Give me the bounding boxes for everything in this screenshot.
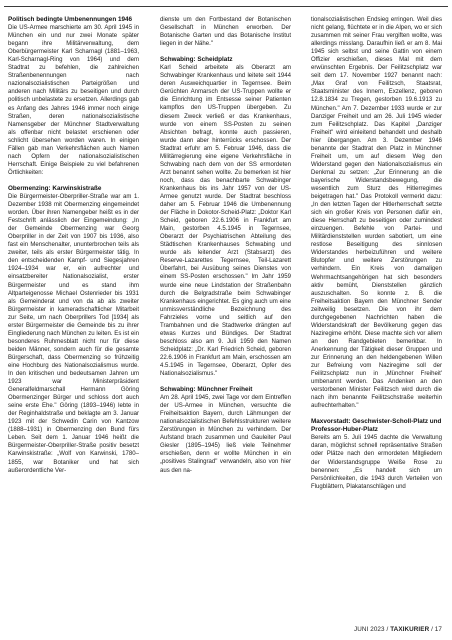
page-footer (354, 626, 442, 633)
body-paragraph: Die US-Armee marschierte am 30. April 1945 in München ein und nur zwei Monate später begann ihre Militärverwaltung, dem Oberbürgermeister Karl Scharnagl (1881–1963, Karl-Scharnagl-Ring von 1964) und dem Stadtrat zu befehlen, die zahlreichen Straßenbenennungen nach nazionalsozialistischen Parteigrößen und anderen nach Militärs zu beseitigen und durch politisch unbelastete zu ersetzen. Allerdings gab es Anfang des Jahres 1946 immer noch einige Straßen, deren nationalsozialistische Namensgeber der Münchner Stadtverwaltung als offenbar nicht belastet erschienen oder schlicht übersehen worden waren. In einigen Fällen gab man Verkehrsflächen auch Namen nach Opfern der nationalsozialistischen Herrschaft. Einige Beispiele zu viel befahrenen Örtlichkeiten: (8, 25, 139, 176)
footer-issue: JUNI 2023 (353, 626, 385, 633)
section-heading: Schwabing: Münchner Freiheit (160, 386, 253, 394)
footer-page-number: 17 (434, 626, 442, 633)
footer-magazine: TAXIKURIER (390, 626, 430, 633)
body-paragraph: Am 28. April 1945, zwei Tage vor dem Eintreffen der US-Armee in München, versuchte die Freiheitsaktion Bayern, durch Lähmungen der nationalsozialistischen Befehlsstrukturen weitere Zerstörungen in München zu verhindern. Der Aufstand brach zusammen und Gauleiter Paul Giesler (1895–1945) ließ viele Teilnehmer erschießen, denn er wollte München in ein „positives Stalingrad" verwandeln, also von hier aus den na- (160, 395, 291, 474)
column-1 (8, 16, 139, 475)
section-spacer (311, 410, 442, 418)
body-paragraph: tionalsozialistischen Endsieg erringen. Weil dies nicht gelang, flüchtete er in die Alpen, wo er sich zusammen mit seiner Frau vergiften wollte, was allerdings misslang. Daraufhin ließ er am 8. Mai 1945 sich selbst und seine Gattin von einem Offizier erschießen, dieses Mal mit dem erwünschten Ergebnis. Der Feilitzschplatz war seit dem 17. November 1927 benannt nach: „Max Graf von Feilitzsch, Staatsrat, Staatsminister des Innern, Exzellenz, geboren 12.8.1834 zu Tregen, gestorben 19.6.1913 zu München." Am 7. Dezember 1933 wurde er zur Danziger Freiheit und am 26. Juli 1945 wieder zum Feilitzschplatz. Das Kapitel „Danziger Freiheit" wird einleitend behandelt und deshalb hier übergangen. Am 3. Dezember 1946 benannte der Stadtrat den Platz in Münchner Freiheit um, um auf diesem Weg den Widerstand gegen den Nationalsozialismus ein Denkmal zu setzen: „Zur Erinnerung an die bayerische Widerstandsbewegung, die wesentlich zum Sturz des Hitlerregimes beigetragen hat." Das Protokoll vermerkt dazu: „In den letzten Tagen der Hitlerherrschaft setzte sich ein großer Kreis von Personen dafür ein, diese Herrschaft zu beseitigen oder zumindest einzuengen. Befehle von Partei- und Militärdienststellen wurden sabotiert, um eine restlose Beseitigung des sinnlosen Widerstandes herbeizuführen und weitere Blutopfer und weitere Zerstörungen zu verhindern. Ein Kreis von damaligen Wehrmachtsangehörigen hat sich besonders aktiv bemüht, Dienststellen gänzlich auszuschalten. So konnte z. B. die Freiheitsaktion Bayern den Münchner Sender zeitweilig besetzen. Die von ihr dem durchgegebenen Nachrichten haben die Widerstandskraft der Bevölkerung gegen das Naziregime erhöht. Diese machte sich vor allem an den Randgebieten bemerkbar. In Anerkennung der Tätigkeit dieser Gruppen und zur Erinnerung an den heldengebenen Willen zur Befreiung vom Naziregime soll der Feilitzschplatz nun in ‚Münchner Freiheit' umbenannt werden. Das Andenken an den verstorbenen Minister Feilitzsch wird durch die nach ihm benannte Feilitzschstraße weiterhin aufrechterhalten." (311, 17, 442, 410)
footer-separator-2: / (429, 626, 435, 633)
section-heading: Obermenzing: Karwinskistraße (8, 184, 102, 192)
section-spacer (160, 48, 291, 56)
body-paragraph: Karl Scheid arbeitete als Oberarzt am Schwabinger Krankenhaus und leitete seit 1944 deren Ausweichquartier in Tegernsee. Beim Gerüchten Anmarsch der US-Truppen wollte er die Einrichtung im Entsesse seiner Patienten kampflos den US-Truppen übergeben. Zu diesem Zweck verließ er das Krankenhaus, wurde von einem SS-Posten zu seinen Absichten befragt, konnte auch passieren, wurde dann aber hinterrücks erschossen. Der Stadtrat erfuhr am 5. Februar 1946, dass die Militärregierung eine eigene Verkehrsfläche in Schwabing nach dem von der SS ermordeten Arzt benannt sehen wollte. Zu bemerken ist hier noch, dass das benachbarte Schwabinger Krankenhaus bis ins Jahr 1957 von der US-Armee genutzt wurde. Der Stadtrat beschloss daher am 5. Februar 1946 die Umbenennung der Fläche in Dokotor-Scheid-Platz: „Doktor Karl Scheid, geboren 22.6.1906 in Frankfurt am Main, gestorben 4.5.1945 in Tegernsee, Oberarzt der Psychiatrischen Abteilung des Städtischen Krankenhauses Schwabing und wurde als leitender Arzt (Stabsarzt) des Reserve-Lazarettes Tegernsee, Teil-Lazarett Überfahrt, bei Ausübung seines Dienstes von einem SS-Posten erschossen." Im Jahr 1959 wurde eine neue Lindstation der Straßenbahn durch die Belgradstraße beim Schwabinger Krankenhaus eingerichtet. Es ging auch um eine unmissverständliche Bezeichnung des Fahrzieles vorne und seitlich auf den Trambahnen und die Stadtwerke drängten auf etwas Kurzes und Bündiges. Der Stadtrat beschloss also am 9. Juli 1959 den Namen Scheidplatz: „Dr. Karl Friedrich Scheid, geboren 22.6.1906 in Frankfurt am Main, erschossen am 4.5.1945 in Tegernsee, Oberarzt, Opfer des Nationalsozialismus." (160, 65, 291, 378)
section-heading: Schwabing: Scheidplatz (160, 56, 233, 64)
body-paragraph: Bereits am 5. Juli 1945 dachte die Verwaltung daran, möglichst schnell repräsentative Straßen oder Plätze nach den ermordeten Mitgliedern der Widerstandsgruppe Weiße Rose zu benennen: „Es handelt sich um Persönlichkeiten, die 1943 durch Verteilen von Flugblättern, Plakatanschlägen und (311, 435, 442, 490)
section-heading: Politisch bedingte Umbenennungen 1946 (8, 16, 133, 23)
column-2 (160, 16, 291, 475)
footer-separator: / (384, 626, 391, 633)
column-3 (311, 16, 442, 491)
top-rule (4, 6, 448, 7)
section-spacer (160, 378, 291, 386)
section-spacer (8, 177, 139, 185)
section-heading: Maxvorstadt: Geschwister-Scholl-Platz und Professor-Huber-Platz (311, 418, 442, 434)
body-paragraph: Die Bürgermeister-Oberpriller-Straße war am 1. Dezember 1938 mit Obermenzing eingemeindet worden. Über ihren Namengeber heißt es in der Festschrift anlässlich der Eingemeindung: „In der Gemeinde Obermenzing war Georg Oberpriller in der Zeit von 1907 bis 1936, also fast ein Menschenalter, ununterbrochen teils als zweiter, teils als erster Bürgermeister tätig. In den entscheidenden Kampf- und Siegesjahren 1924–1934 war er, ein aufrechter und einsatzbereiter Nationalsozialist, erster Bürgermeister und es stand ihm Altparteigenosse Michael Ostenrieder bis 1931 als Gemeinderat und von da ab als zweiter Bürgermeister in kameradschaftlicher Mitarbeit zur Seite, um nach Oberprillers Tod [1934] als erster Bürgermeister die Gemeinde bis zu ihrer Eingliederung nach München zu leiten. Es ist ein besonderes Ruhmesblatt nicht nur für diese beiden Männer, sondern auch für die gesamte Bürgerschaft, dass Obermenzing so frühzeitig eine Hochburg des Nationalsozialismus wurde. In den kritischen und bedeutsamen Jahren um 1923 war Ministerpräsident Generalfeldmarschall Hermann Göring Obermenzinger Bürger und schloss dort auch seine erste Ehe." Göring (1893–1946) lebte in der Reginhaldstraße und beklagte am 3. Januar 1923 mit der Schwedin Carin von Kantzow (1888–1931) in Obermenzing den Bund fürs Leben. Seit dem 1. Januar 1946 heißt die Bürgermeister-Oberpriller-Straße positiv besetzt Karwinskistraße: „Wolf von Karwinski, 1780–1855, war Botaniker und hat sich außerordentliche Ver- (8, 193, 139, 474)
body-paragraph: dienste um den Fortbestand der Botanischen Gesellschaft in München erworben. Der Botanische Garten und das Botanische Institut liegen in der Nähe." (160, 17, 291, 48)
